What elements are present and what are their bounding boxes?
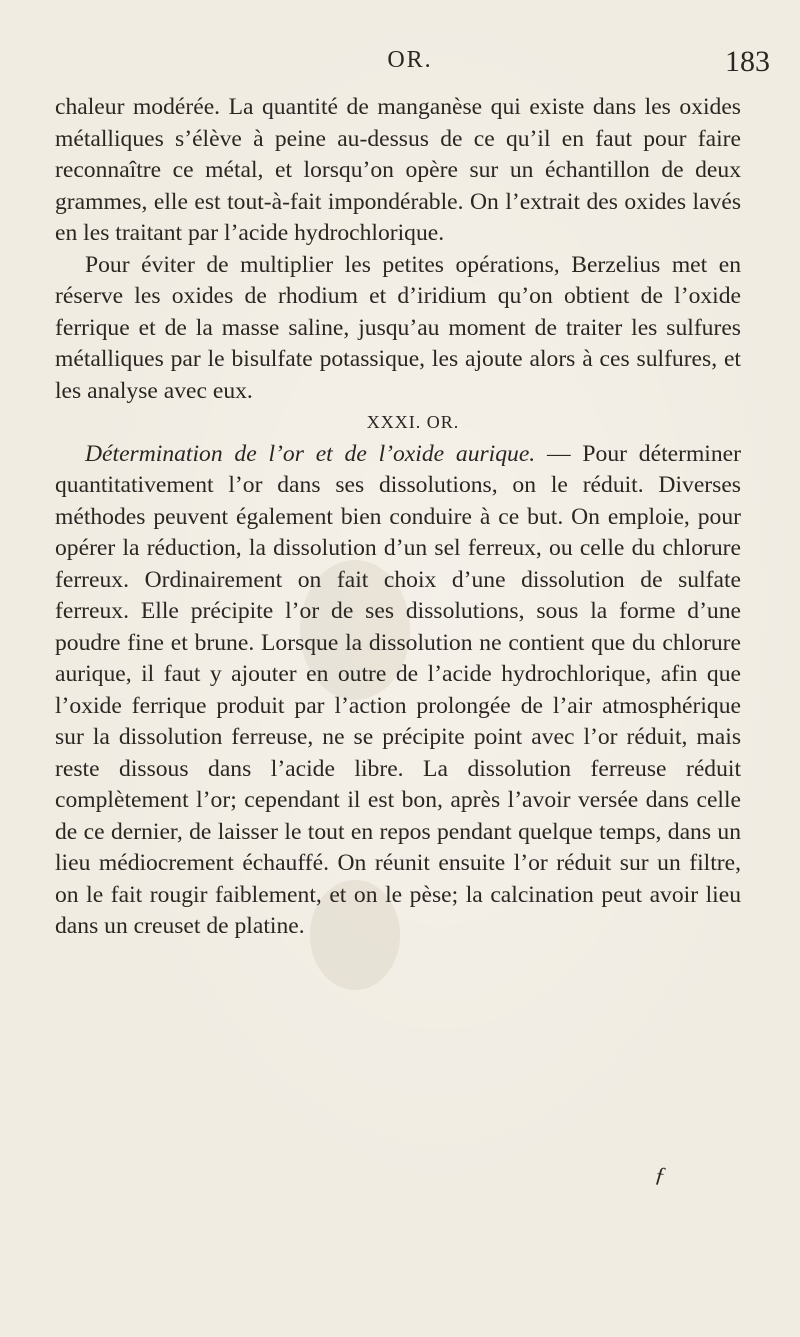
paragraph: chaleur modérée. La quantité de manganèse qui existe dans les oxides métalliques s’élève à peine au-dessus de ce qu’il en faut pour faire reconnaître ce métal, et lorsqu’on opère sur un échantillon de deux grammes, elle est tout-à-fait impondérable. On l’extrait des oxides lavés en les traitant par l’acide hydrochlorique. <box>55 94 741 246</box>
section-heading: XXXI. OR. <box>366 412 460 432</box>
end-mark: ƒ <box>653 1161 668 1188</box>
running-title: OR. <box>387 47 433 73</box>
page-number: 183 <box>725 45 770 78</box>
paragraph: Pour éviter de multiplier les petites opérations, Berzelius met en réserve les oxides de rhodium et d’iridium qu’on obtient de l’oxide ferrique et de la masse saline, jusqu’au moment de traiter les sulfures métalliques par le bisulfate potassique, les ajoute alors à ces sulfures, et les analyse avec eux. <box>55 251 741 404</box>
running-head <box>40 47 780 87</box>
body-text <box>55 92 741 943</box>
paragraph <box>55 439 741 943</box>
paragraph-body: — Pour déterminer quantitativement l’or dans ses dissolutions, on le réduit. Diverses méthodes peuvent également bien conduire à ce but. On emploie, pour opérer la réduction, la dissolution d’un sel ferreux, ou celle du chlorure ferreux. Ordinairement on fait choix d’une dissolution de sulfate ferreux. Elle précipite l’or de ses dissolutions, sous la forme d’une poudre fine et brune. Lorsque la dissolution ne contient que du chlorure aurique, il faut y ajouter en outre de l’acide hydrochlorique, afin que l’oxide ferrique produit par l’action prolongée de l’air atmosphérique sur la dissolution ferreuse, ne se précipite point avec l’or réduit, mais reste dissous dans l’acide libre. La dissolution ferreuse réduit complètement l’or; cependant il est bon, après l’avoir versée dans celle de ce dernier, de laisser le tout en repos pendant quelque temps, dans un lieu médiocrement échauffé. On réunit ensuite l’or réduit sur un filtre, on le fait rougir faiblement, et on le pèse; la calcination peut avoir lieu dans un creuset de platine. <box>55 440 741 939</box>
paragraph-subhead: Détermination de l’or et de l’oxide aurique. <box>85 440 536 467</box>
